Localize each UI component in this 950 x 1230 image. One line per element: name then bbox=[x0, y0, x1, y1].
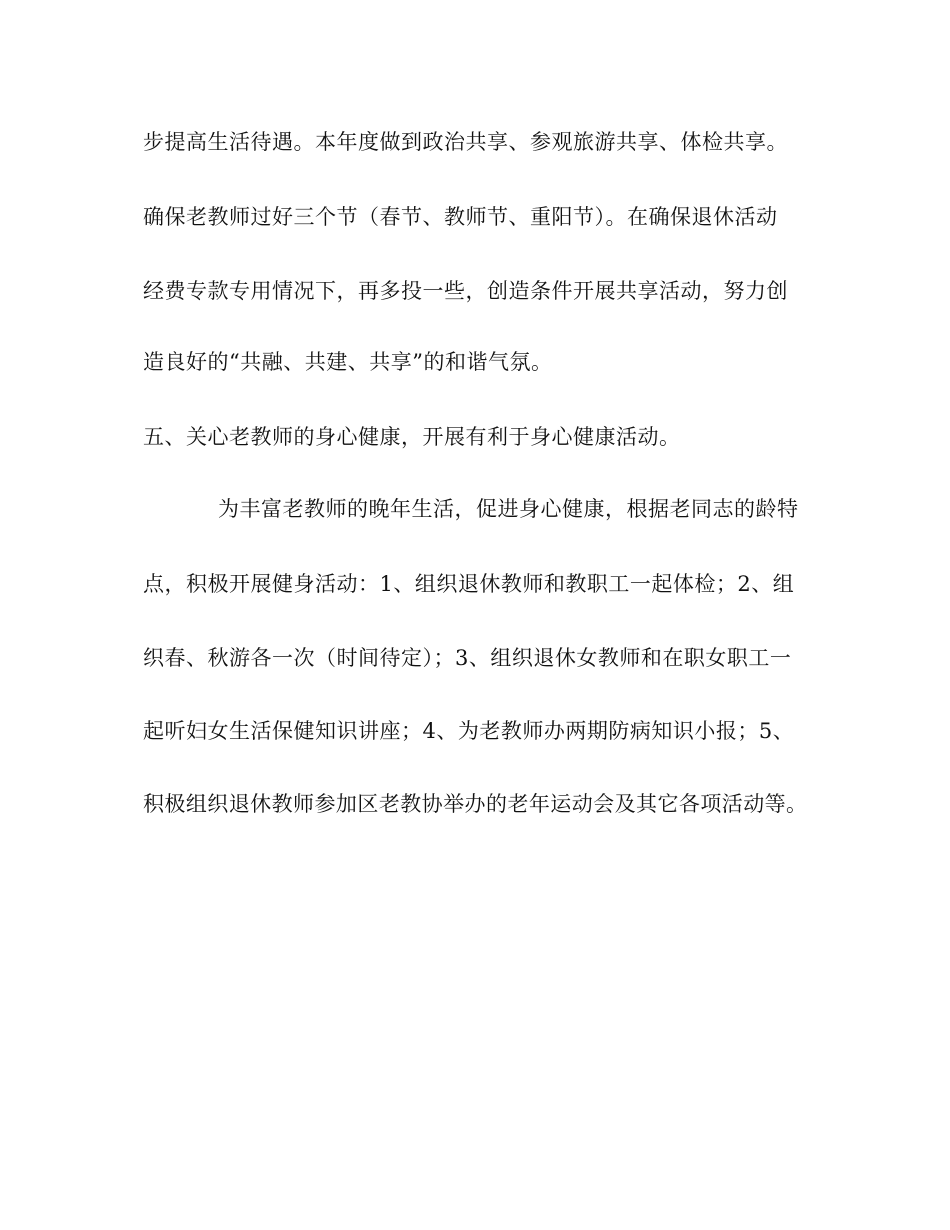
paragraph-line-3: 经费专款专用情况下，再多投一些，创造条件开展共享活动，努力创 bbox=[143, 279, 788, 303]
paragraph-line-9: 起听妇女生活保健知识讲座；4、为老教师办两期防病知识小报；5、 bbox=[143, 719, 795, 743]
paragraph-line-7: 点，积极开展健身活动：1、组织退休教师和教职工一起体检；2、组 bbox=[143, 572, 795, 596]
section-heading-5: 五、关心老教师的身心健康，开展有利于身心健康活动。 bbox=[143, 425, 681, 449]
paragraph-line-2: 确保老教师过好三个节（春节、教师节、重阳节）。在确保退休活动 bbox=[143, 205, 778, 229]
paragraph-line-6: 为丰富老教师的晚年生活，促进身心健康，根据老同志的龄特 bbox=[218, 497, 799, 521]
paragraph-line-4: 造良好的“共融、共建、共享”的和谐气氛。 bbox=[143, 350, 553, 374]
paragraph-line-8: 织春、秋游各一次（时间待定）；3、组织退休女教师和在职女职工一 bbox=[143, 646, 792, 670]
paragraph-line-10: 积极组织退休教师参加区老教协举办的老年运动会及其它各项活动等。 bbox=[143, 792, 808, 816]
paragraph-line-1: 步提高生活待遇。本年度做到政治共享、参观旅游共享、体检共享。 bbox=[143, 130, 788, 154]
